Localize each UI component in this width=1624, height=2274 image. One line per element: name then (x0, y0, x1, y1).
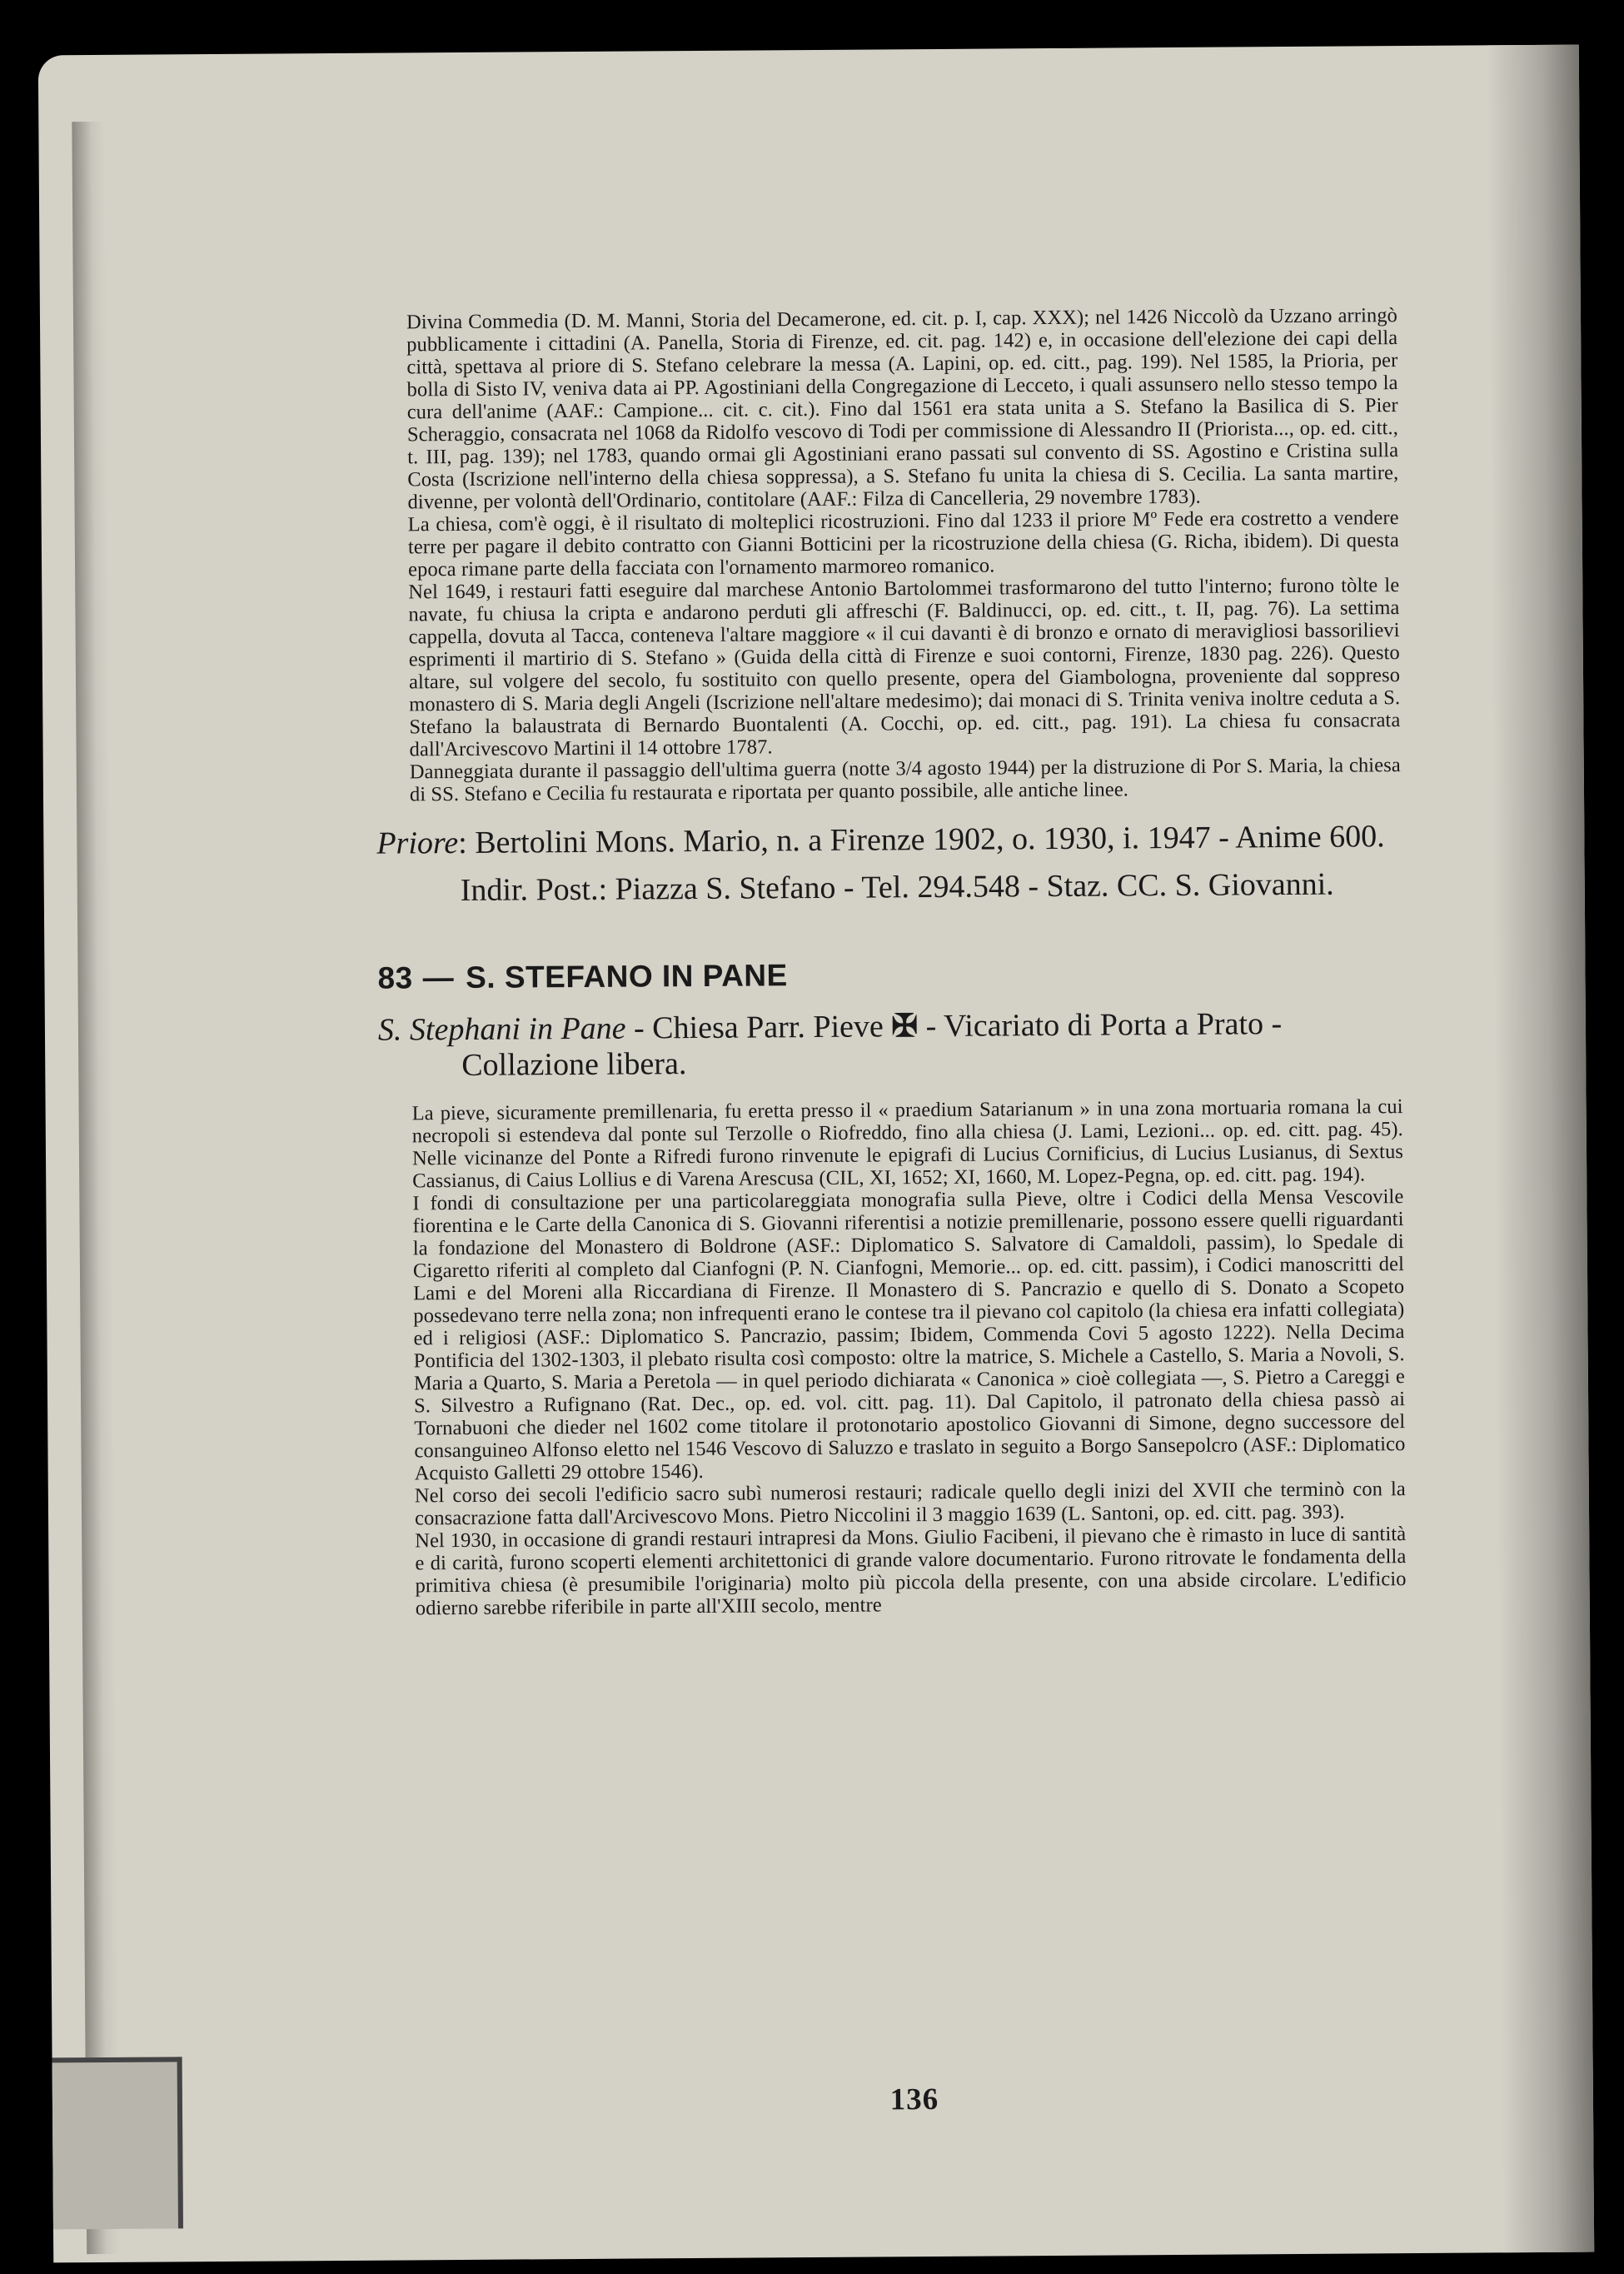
priore-label: Priore (376, 825, 459, 861)
paragraph: La chiesa, com'è oggi, è il risultato di molteplici ricostruzioni. Fino dal 1233 il priore Mº Fede era costretto a vendere terre per pagare il debito contratto con Gianni Botticini per la ricostruzione della chiesa (G. Richa, ibidem). Di questa epoca rimane parte della facciata con l'ornamento marmoreo romanico. (407, 506, 1399, 581)
paragraph: I fondi di consultazione per una particolareggiata monografia sulla Pieve, oltre i Codici della Mensa Vescovile fiorentina e le Carte della Canonica di S. Giovanni riferentisi a notizie premillenarie, possono essere quelli riguardanti la fondazione del Monastero di Boldrone (ASF.: Diplomatico S. Salvatore di Camaldoli, passim), lo Spedale di Cigaretto riferiti al completo dal Cianfogni (P. N. Cianfogni, Memorie... op. ed. citt. passim), i Codici manoscritti del Lami e del Moreni alla Riccardiana di Firenze. Il Monastero di S. Pancrazio e quello di S. Donato a Scopeto possedevano terre nella zona; non infrequenti erano le contese tra il pievano col capitolo (la chiesa era infatti collegiata) ed i religiosi (ASF.: Diplomatico S. Pancrazio, passim; Ibidem, Commenda Covi 5 agosto 1222). Nella Decima Pontificia del 1302-1303, il plebato risulta così composto: oltre la matrice, S. Michele a Castello, S. Maria a Novoli, S. Maria a Quarto, S. Maria a Peretola — in quel periodo dichiarata « Canonica » cioè collegiata —, S. Pietro a Careggi e S. Silvestro a Rufignano (Rat. Dec., op. ed. vol. citt. pag. 11). Dal Capitolo, il patronato della chiesa passò ai Tornabuoni che dieder nel 1602 come titolare il protonotario apostolico Giovanni di Simone, degno successore del consanguineo Alfonso eletto nel 1546 Vescovo di Saluzzo e traslato in seguito a Borgo Sansepolcro (ASF.: Diplomatico Acquisto Galletti 29 ottobre 1546). (412, 1185, 1406, 1485)
section-dash: — (422, 960, 455, 995)
book-page (38, 45, 1594, 2263)
church-type: - Chiesa Parr. Pieve (625, 1009, 892, 1046)
paragraph: La pieve, sicuramente premillenaria, fu eretta presso il « praedium Satarianum » in una zona mortuaria romana la cui necropoli si estendeva dal ponte sul Terzolle o Riofreddo, fino alla chiesa (J. Lami, Lezioni... op. ed. citt. pag. 45). Nelle vicinanze del Ponte a Rifredi furono rinvenute le epigrafi di Lucius Cornificius, di Lucius Lusianus, di Sextus Cassianus, di Caius Lollius e di Varena Arescusa (CIL, XI, 1652; XI, 1660, M. Lopez-Pegna, op. ed. citt. pag. 194). (411, 1095, 1404, 1193)
section-subheading (378, 1005, 1403, 1085)
paragraph: Nel 1649, i restauri fatti eseguire dal marchese Antonio Bartolommei trasformarono del tutto l'interno; furono tòlte le navate, fu chiusa la cripta e andarono perduti gli affreschi (F. Baldinucci, op. ed. citt., t. II, pag. 76). La settima cappella, dovuta al Tacca, conteneva l'altare maggiore « il cui davanti è di bronzo e ornato di meravigliosi bassorilievi esprimenti il martirio di S. Stefano » (Guida della città di Firenze e suoi contorni, Firenze, 1830 pag. 226). Questo altare, sul volgere del secolo, fu sostituito con quello presente, opera del Giambologna, proveniente dal soppreso monastero di S. Maria degli Angeli (Iscrizione nell'altare medesimo); dai monaci di S. Trinita veniva inoltre ceduta a S. Stefano la balaustrata di Bernardo Buontalenti (A. Cocchi, op. ed. citt., pag. 191). La chiesa fu consacrata dall'Arcivescovo Martini il 14 ottobre 1787. (408, 574, 1401, 761)
paragraph: Nel 1930, in occasione di grandi restauri intrapresi da Mons. Giulio Facibeni, il pievano che è rimasto in luce di santità e di carità, furono scoperti elementi architettonici di grande valore documentario. Furono ritrovate le fondamenta della primitiva chiesa (è presumibile l'originaria) molto più piccola della presente, con una abside circolare. L'edificio odierno sarebbe riferibile in parte all'XIII secolo, mentre (415, 1523, 1407, 1620)
section-number: 83 (377, 960, 413, 995)
spine-shadow (1487, 45, 1594, 2253)
page-corner-tab (52, 2057, 183, 2229)
page-edge (72, 122, 120, 2254)
notes-bottom (412, 1095, 1407, 1619)
paragraph: Nel corso dei secoli l'edificio sacro subì numerosi restauri; radicale quello degli inizi del XVII che terminò con la consacrazione fatta dall'Arcivescovo Mons. Pietro Niccolini il 3 maggio 1639 (L. Santoni, op. ed. citt. pag. 393). (414, 1478, 1406, 1530)
postal-address: Indir. Post.: Piazza S. Stefano - Tel. 294.548 - Staz. CC. S. Giovanni. (460, 866, 1334, 908)
priore-entry (376, 819, 1401, 862)
latin-name: S. Stephani in Pane (377, 1010, 626, 1048)
priore-text: : Bertolini Mons. Mario, n. a Firenze 1902, o. 1930, i. 1947 - Anime 600. (458, 819, 1385, 860)
maltese-cross-icon: ✠ (891, 1009, 919, 1045)
section-title: S. STEFANO IN PANE (466, 958, 788, 995)
paragraph: Divina Commedia (D. M. Manni, Storia del Decamerone, ed. cit. p. I, cap. XXX); nel 1426 Niccolò da Uzzano arringò pubblicamente i cittadini (A. Panella, Storia di Firenze, ed. cit. pag. 142) e, in occasione dell'elezione dei capi della città, spettava al priore di S. Stefano celebrare la messa (A. Lapini, op. ed. citt., pag. 199). Nel 1585, la Prioria, per bolla di Sisto IV, veniva data ai PP. Agostiniani della Congregazione di Lecceto, i quali assunsero nello stesso tempo la cura dell'anime (AAF.: Campione... cit. c. cit.). Fino dal 1561 era stata unita a S. Stefano la Basilica di S. Pier Scheraggio, consacrata nel 1068 da Ridolfo vescovo di Todi per commissione di Alessandro II (Priorista..., op. ed. citt., t. III, pag. 139); nel 1783, quando ormai gli Agostiniani erano passati sul convento di SS. Agostino e Cristina sulla Costa (Iscrizione nell'interno della chiesa soppressa), a S. Stefano fu unita la chiesa di S. Cecilia. La santa martire, divenne, per volontà dell'Ordinario, contitolare (AAF.: Filza di Cancelleria, 29 novembre 1783). (406, 304, 1399, 514)
vicariate: - Vicariato di Porta a Prato - Collazione libera. (461, 1006, 1283, 1083)
section-heading (377, 954, 1402, 996)
paragraph: Danneggiata durante il passaggio dell'ultima guerra (notte 3/4 agosto 1944) per la distruzione di Por S. Maria, la chiesa di SS. Stefano e Cecilia fu restaurata e riportata per quanto possibile, alle antiche linee. (409, 754, 1401, 806)
page-content (376, 304, 1407, 2117)
page-number: 136 (889, 2082, 939, 2117)
notes-top (406, 304, 1401, 805)
